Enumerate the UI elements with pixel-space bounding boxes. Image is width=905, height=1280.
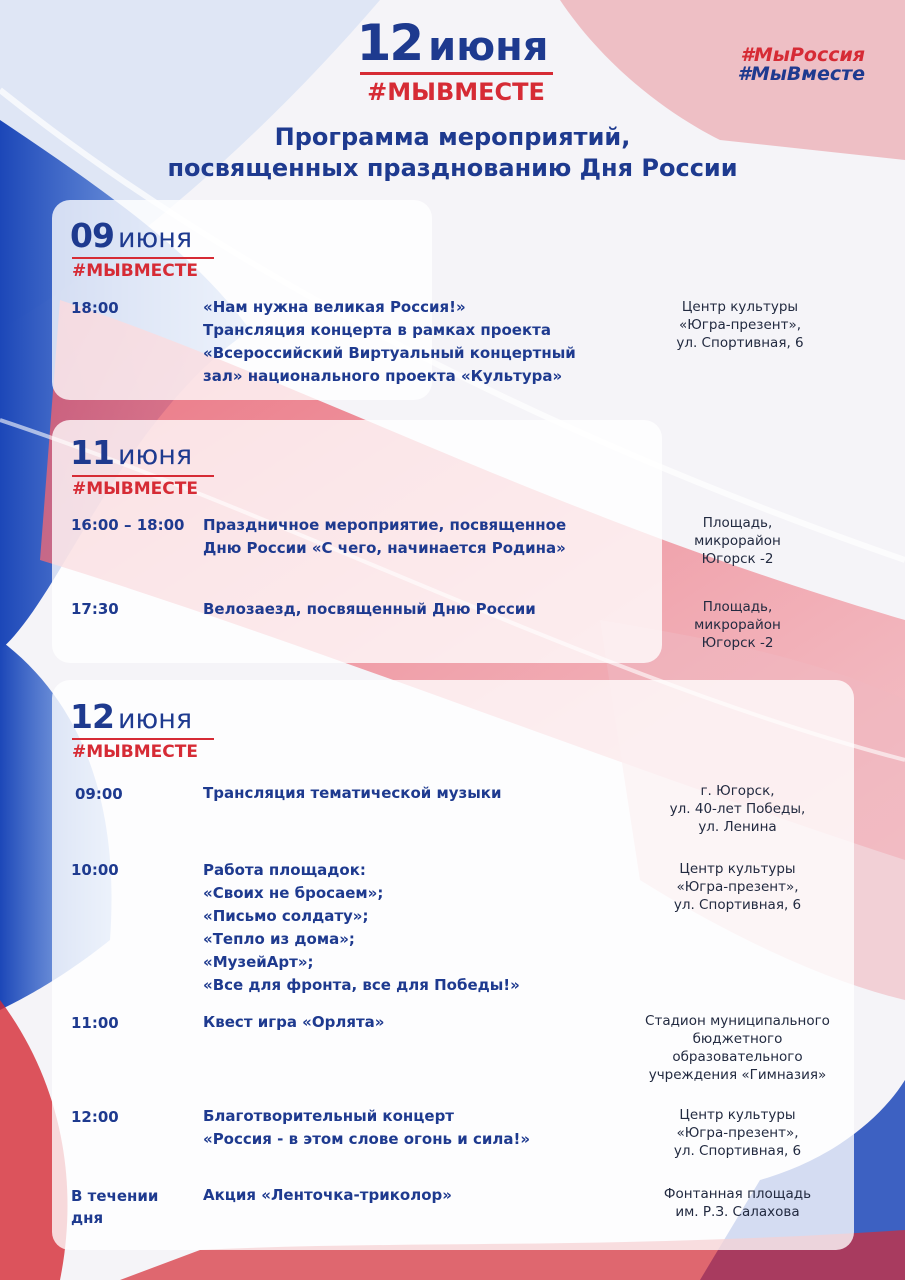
brand-hashtags-logo: [738, 46, 865, 84]
day-heading: [70, 433, 192, 472]
page-title-line-2: посвященных празднованию Дня России: [167, 154, 738, 182]
event-place: Стадион муниципального бюджетного образовательного учреждения «Гимназия»: [645, 1013, 830, 1083]
day-hashtag: #МЫВМЕСТЕ: [72, 261, 198, 281]
day-heading: [70, 697, 192, 736]
page-header: [0, 0, 905, 200]
event-title: Квест игра «Орлята»: [203, 1013, 385, 1031]
event-time: 09:00: [75, 785, 123, 803]
day-month: июня: [117, 704, 193, 735]
event-title: Праздничное мероприятие, посвященное Дню России «С чего, начинается Родина»: [203, 516, 567, 557]
event-time: 17:30: [71, 600, 119, 618]
day-underline: [72, 738, 214, 740]
event-title: Работа площадок: «Своих не бросаем»; «Письмо солдату»; «Тепло из дома»; «МузейАрт»; «Все для фронта, все для Победы!»: [203, 861, 520, 994]
event-time: 10:00: [71, 861, 119, 879]
event-title: Велозаезд, посвященный Дню России: [203, 600, 536, 618]
day-hashtag: #МЫВМЕСТЕ: [72, 742, 198, 762]
event-time: 11:00: [71, 1014, 119, 1032]
event-place: Фонтанная площадь им. Р.З. Салахова: [663, 1186, 812, 1220]
event-time: 12:00: [71, 1108, 119, 1126]
day-underline: [72, 475, 214, 477]
day-hashtag: #МЫВМЕСТЕ: [72, 479, 198, 499]
day-number: 09: [70, 216, 114, 255]
event-title: Трансляция тематической музыки: [203, 784, 502, 802]
page-title: [0, 122, 905, 184]
hashtag-my-rossiya: #МыРоссия: [740, 44, 865, 66]
event-title: Благотворительный концерт «Россия - в этом слове огонь и сила!»: [203, 1107, 531, 1148]
page-title-line-1: Программа мероприятий,: [274, 123, 631, 151]
day-month: июня: [117, 223, 193, 254]
day-number: 12: [70, 697, 114, 736]
main-date-underline: [360, 72, 553, 75]
day-heading: [70, 216, 192, 255]
event-time: В течении дня: [71, 1187, 159, 1227]
event-place: Центр культуры «Югра-презент», ул. Спортивная, 6: [676, 299, 804, 351]
main-date-number: 12: [356, 14, 423, 72]
event-place: г. Югорск, ул. 40-лет Победы, ул. Ленина: [669, 783, 806, 835]
event-time: 18:00: [71, 299, 119, 317]
main-date: [350, 14, 555, 72]
day-month: июня: [117, 440, 193, 471]
event-title: Акция «Ленточка-триколор»: [203, 1186, 452, 1204]
event-place: Площадь, микрорайон Югорск -2: [694, 515, 781, 567]
event-title: «Нам нужна великая Россия!» Трансляция концерта в рамках проекта «Всероссийский Виртуальный концертный зал» национального проекта «Культура»: [203, 298, 576, 385]
event-place: Центр культуры «Югра-презент», ул. Спортивная, 6: [673, 1107, 802, 1159]
day-number: 11: [70, 433, 114, 472]
event-time: 16:00 – 18:00: [71, 516, 185, 534]
main-date-month: июня: [428, 24, 549, 70]
main-hashtag: #МЫВМЕСТЕ: [367, 78, 545, 106]
hashtag-my-vmeste: #МыВместе: [737, 63, 865, 85]
day-underline: [72, 257, 214, 259]
event-place: Площадь, микрорайон Югорск -2: [694, 599, 781, 651]
event-place: Центр культуры «Югра-презент», ул. Спортивная, 6: [673, 861, 802, 913]
